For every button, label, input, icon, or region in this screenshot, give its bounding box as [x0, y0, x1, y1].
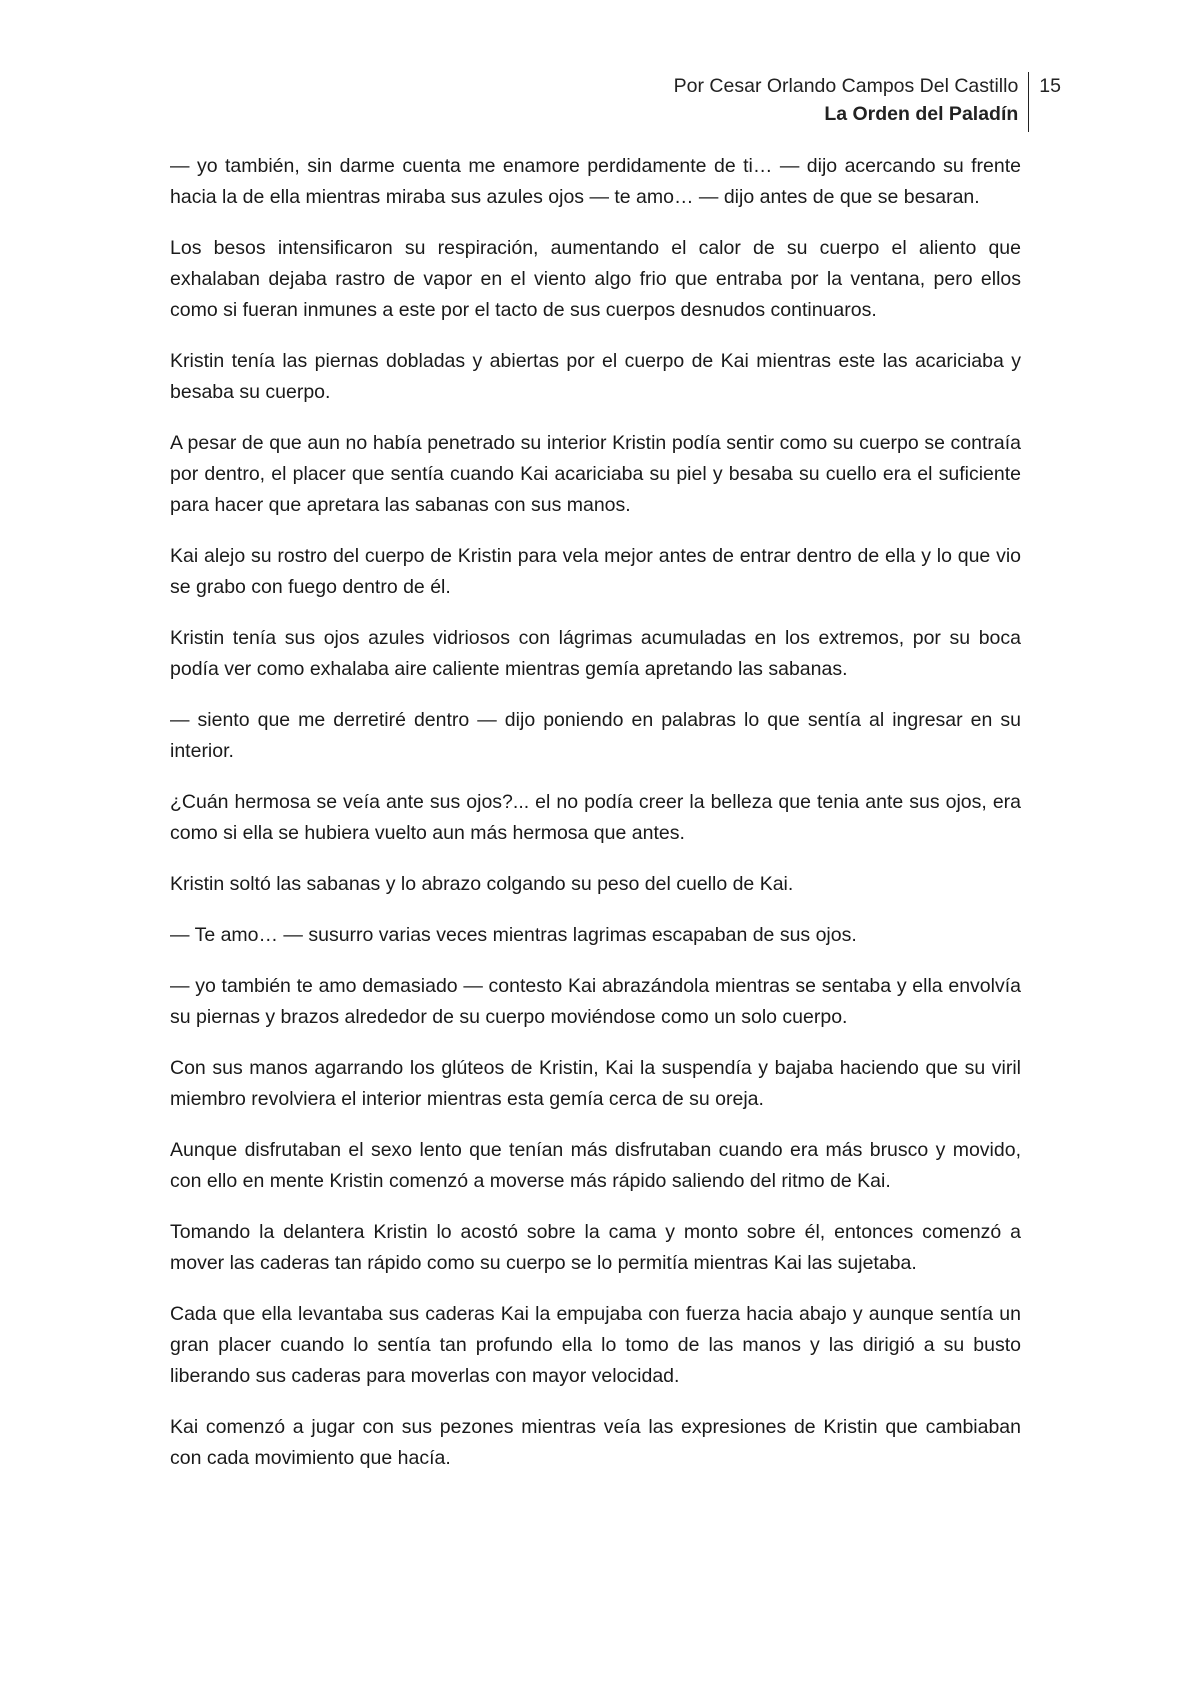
header-text-block — [674, 72, 1030, 132]
header-author: Por Cesar Orlando Campos Del Castillo — [673, 75, 1019, 97]
paragraph: Kristin soltó las sabanas y lo abrazo colgando su peso del cuello de Kai. — [170, 873, 794, 895]
header-book-title: La Orden del Paladín — [824, 103, 1019, 125]
paragraph: Los besos intensificaron su respiración, aumentando el calor de su cuerpo el aliento que exhalaban dejaba rastro de vapor en el viento algo frio que entraba por la ventana, pero ellos como si fueran inmunes a este por el tacto de sus cuerpos desnudos continuaros. — [170, 237, 1021, 321]
paragraph: — yo también te amo demasiado — contesto Kai abrazándola mientras se sentaba y ella envolvía su piernas y brazos alrededor de su cuerpo moviéndose como un solo cuerpo. — [170, 975, 1021, 1028]
page-header — [674, 72, 1061, 132]
paragraph: — siento que me derretiré dentro — dijo poniendo en palabras lo que sentía al ingresar en su interior. — [170, 709, 1021, 762]
paragraph: — yo también, sin darme cuenta me enamore perdidamente de ti… — dijo acercando su frente hacia la de ella mientras miraba sus azules ojos — te amo… — dijo antes de que se besaran. — [170, 155, 1021, 208]
paragraph: Con sus manos agarrando los glúteos de Kristin, Kai la suspendía y bajaba haciendo que su viril miembro revolviera el interior mientras esta gemía cerca de su oreja. — [170, 1057, 1021, 1110]
paragraph: ¿Cuán hermosa se veía ante sus ojos?... el no podía creer la belleza que tenia ante sus ojos, era como si ella se hubiera vuelto aun más hermosa que antes. — [170, 791, 1021, 844]
body-text — [170, 151, 1021, 1494]
page-number: 15 — [1039, 75, 1061, 97]
paragraph: Aunque disfrutaban el sexo lento que tenían más disfrutaban cuando era más brusco y movido, con ello en mente Kristin comenzó a moverse más rápido saliendo del ritmo de Kai. — [170, 1139, 1021, 1192]
paragraph: Kai alejo su rostro del cuerpo de Kristin para vela mejor antes de entrar dentro de ella y lo que vio se grabo con fuego dentro de él. — [170, 545, 1021, 598]
paragraph: A pesar de que aun no había penetrado su interior Kristin podía sentir como su cuerpo se contraía por dentro, el placer que sentía cuando Kai acariciaba su piel y besaba su cuello era el suficiente para hacer que apretara las sabanas con sus manos. — [170, 432, 1021, 516]
paragraph: — Te amo… — susurro varias veces mientras lagrimas escapaban de sus ojos. — [170, 924, 857, 946]
paragraph: Tomando la delantera Kristin lo acostó sobre la cama y monto sobre él, entonces comenzó a mover las caderas tan rápido como su cuerpo se lo permitía mientras Kai las sujetaba. — [170, 1221, 1021, 1274]
paragraph: Kristin tenía sus ojos azules vidriosos con lágrimas acumuladas en los extremos, por su boca podía ver como exhalaba aire caliente mientras gemía apretando las sabanas. — [170, 627, 1021, 680]
paragraph: Kai comenzó a jugar con sus pezones mientras veía las expresiones de Kristin que cambiaban con cada movimiento que hacía. — [170, 1416, 1021, 1469]
paragraph: Cada que ella levantaba sus caderas Kai la empujaba con fuerza hacia abajo y aunque sentía un gran placer cuando lo sentía tan profundo ella lo tomo de las manos y las dirigió a su busto liberando sus caderas para moverlas con mayor velocidad. — [170, 1303, 1021, 1387]
paragraph: Kristin tenía las piernas dobladas y abiertas por el cuerpo de Kai mientras este las acariciaba y besaba su cuerpo. — [170, 350, 1021, 403]
